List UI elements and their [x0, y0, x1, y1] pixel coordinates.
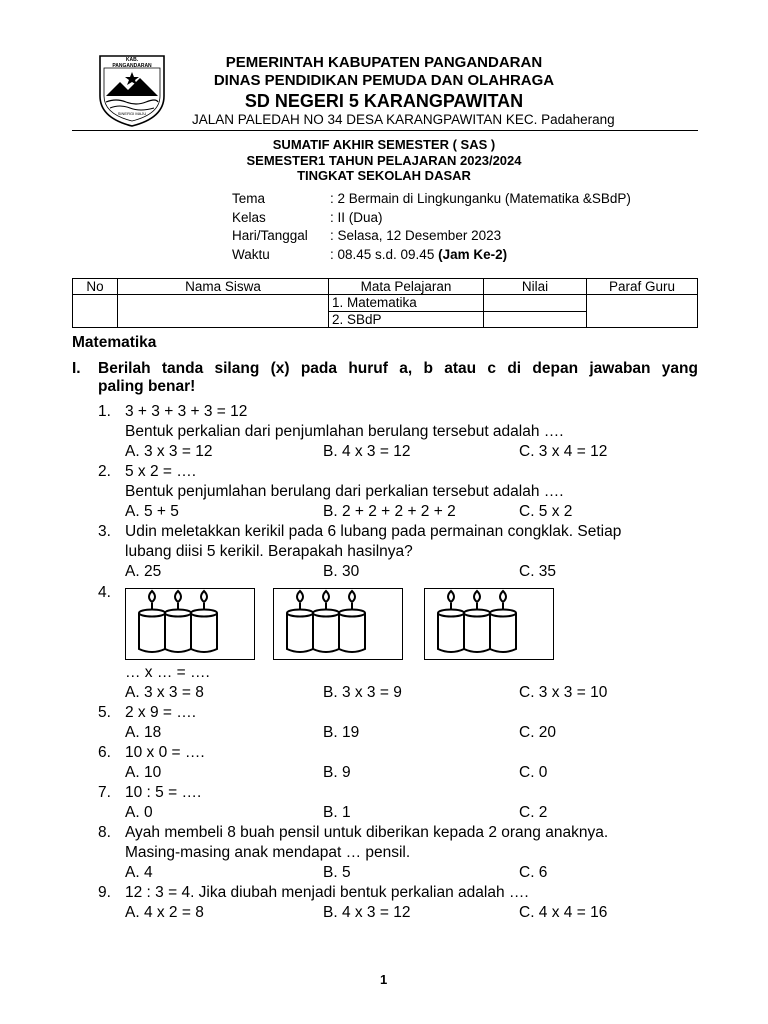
- option-a[interactable]: A. 18: [125, 724, 162, 741]
- info-value-bold: (Jam Ke-2): [438, 246, 508, 262]
- instruction-line-1: [98, 360, 698, 378]
- option-c[interactable]: C. 5 x 2: [519, 503, 573, 520]
- candle-group-1: [125, 588, 255, 660]
- question-text: Bentuk perkalian dari penjumlahan berulang tersebut adalah ….: [125, 423, 564, 440]
- candle-group-3: [424, 588, 554, 660]
- option-b[interactable]: B. 30: [323, 563, 360, 580]
- option-c[interactable]: C. 0: [519, 764, 548, 781]
- info-value: : 08.45 s.d. 09.45: [330, 246, 439, 262]
- subject-2: 2. SBdP: [329, 311, 484, 328]
- option-b[interactable]: B. 3 x 3 = 9: [323, 684, 402, 701]
- question-number: 6.: [98, 744, 111, 761]
- question-number: 4.: [98, 584, 111, 601]
- question-text: 10 : 5 = ….: [125, 784, 202, 801]
- option-a[interactable]: A. 3 x 3 = 8: [125, 684, 204, 701]
- question-number: 5.: [98, 704, 111, 721]
- info-row: [232, 210, 631, 229]
- cell-no[interactable]: [73, 295, 118, 328]
- option-c[interactable]: C. 3 x 3 = 10: [519, 684, 608, 701]
- info-value: : 2 Bermain di Lingkunganku (Matematika &SBdP): [330, 191, 631, 206]
- logo-text-bottom: SINERGI MAJU: [117, 111, 147, 116]
- question-number: 1.: [98, 403, 111, 420]
- info-row: [232, 191, 631, 210]
- option-b[interactable]: B. 9: [323, 764, 351, 781]
- header-line1: PEMERINTAH KABUPATEN PANGANDARAN: [225, 54, 543, 71]
- option-b[interactable]: B. 2 + 2 + 2 + 2 + 2: [323, 503, 456, 520]
- instruction-line-2: paling benar!: [98, 378, 196, 395]
- option-a[interactable]: A. 4 x 2 = 8: [125, 904, 204, 921]
- question-text: 10 x 0 = ….: [125, 744, 205, 761]
- school-name: SD NEGERI 5 KARANGPAWITAN: [244, 91, 524, 111]
- info-row: [232, 247, 631, 266]
- option-c[interactable]: C. 35: [519, 563, 557, 580]
- option-c[interactable]: C. 2: [519, 804, 548, 821]
- info-label: Tema: [232, 191, 266, 206]
- cell-paraf[interactable]: [587, 295, 698, 328]
- option-a[interactable]: A. 4: [125, 864, 153, 881]
- info-label: Kelas: [232, 209, 266, 225]
- header-line2: DINAS PENDIDIKAN PEMUDA DAN OLAHRAGA: [213, 72, 555, 89]
- option-a[interactable]: A. 0: [125, 804, 153, 821]
- section-title: Matematika: [72, 334, 157, 351]
- question-number: 7.: [98, 784, 111, 801]
- option-c[interactable]: C. 20: [519, 724, 557, 741]
- question-text: lubang diisi 5 kerikil. Berapakah hasilnya?: [125, 543, 413, 560]
- question-text: Udin meletakkan kerikil pada 6 lubang pada permainan congklak. Setiap: [125, 523, 622, 540]
- cell-nilai-2[interactable]: [484, 311, 587, 328]
- option-b[interactable]: B. 5: [323, 864, 351, 881]
- exam-title-2: SEMESTER1 TAHUN PELAJARAN 2023/2024: [246, 153, 522, 168]
- instruction-text: Berilah tanda silang (x) pada huruf a, b atau c di depan jawaban yang: [98, 360, 698, 377]
- exam-title-3: TINGKAT SEKOLAH DASAR: [297, 168, 471, 183]
- cell-nilai-1[interactable]: [484, 295, 587, 312]
- candle-group-2: [273, 588, 403, 660]
- question-number: 3.: [98, 523, 111, 540]
- option-b[interactable]: B. 4 x 3 = 12: [323, 904, 411, 921]
- col-no: No: [73, 279, 118, 295]
- subject-1: 1. Matematika: [329, 295, 484, 312]
- question-text: 3 + 3 + 3 + 3 = 12: [125, 403, 248, 420]
- question-text: Masing-masing anak mendapat … pensil.: [125, 844, 411, 861]
- logo-text-top: KAB. PANGANDARAN: [112, 57, 152, 69]
- col-nilai: Nilai: [484, 279, 587, 295]
- question-text: 5 x 2 = ….: [125, 463, 197, 480]
- info-value: : Selasa, 12 Desember 2023: [330, 228, 502, 243]
- option-a[interactable]: A. 25: [125, 563, 162, 580]
- question-number: 2.: [98, 463, 111, 480]
- option-b[interactable]: B. 19: [323, 724, 360, 741]
- page-number: 1: [380, 972, 388, 987]
- option-c[interactable]: C. 6: [519, 864, 548, 881]
- option-c[interactable]: C. 4 x 4 = 16: [519, 904, 608, 921]
- col-nama: Nama Siswa: [118, 279, 329, 295]
- option-a[interactable]: A. 5 + 5: [125, 503, 179, 520]
- school-address: JALAN PALEDAH NO 34 DESA KARANGPAWITAN KEC. Padaherang: [192, 112, 615, 127]
- option-a[interactable]: A. 3 x 3 = 12: [125, 443, 213, 460]
- option-b[interactable]: B. 4 x 3 = 12: [323, 443, 411, 460]
- question-text: 2 x 9 = ….: [125, 704, 197, 721]
- col-mapel: Mata Pelajaran: [329, 279, 484, 295]
- info-label: Waktu: [232, 246, 270, 262]
- option-a[interactable]: A. 10: [125, 764, 162, 781]
- exam-info: [232, 191, 631, 265]
- question-text: Bentuk penjumlahan berulang dari perkalian tersebut adalah ….: [125, 483, 564, 500]
- student-table: [72, 278, 698, 328]
- question-number: 8.: [98, 824, 111, 841]
- info-label: Hari/Tanggal: [232, 228, 308, 243]
- question-number: 9.: [98, 884, 111, 901]
- option-b[interactable]: B. 1: [323, 804, 351, 821]
- instruction-number: I.: [72, 360, 81, 377]
- question-text: 12 : 3 = 4. Jika diubah menjadi bentuk perkalian adalah ….: [125, 884, 529, 901]
- col-paraf: Paraf Guru: [587, 279, 698, 295]
- info-row: [232, 228, 631, 247]
- header-rule: [72, 130, 698, 131]
- option-c[interactable]: C. 3 x 4 = 12: [519, 443, 608, 460]
- cell-nama[interactable]: [118, 295, 329, 328]
- info-value: : II (Dua): [330, 209, 383, 225]
- question-text: … x … = ….: [125, 664, 210, 681]
- question-text: Ayah membeli 8 buah pensil untuk diberikan kepada 2 orang anaknya.: [125, 824, 609, 841]
- exam-title-1: SUMATIF AKHIR SEMESTER ( SAS ): [272, 137, 496, 152]
